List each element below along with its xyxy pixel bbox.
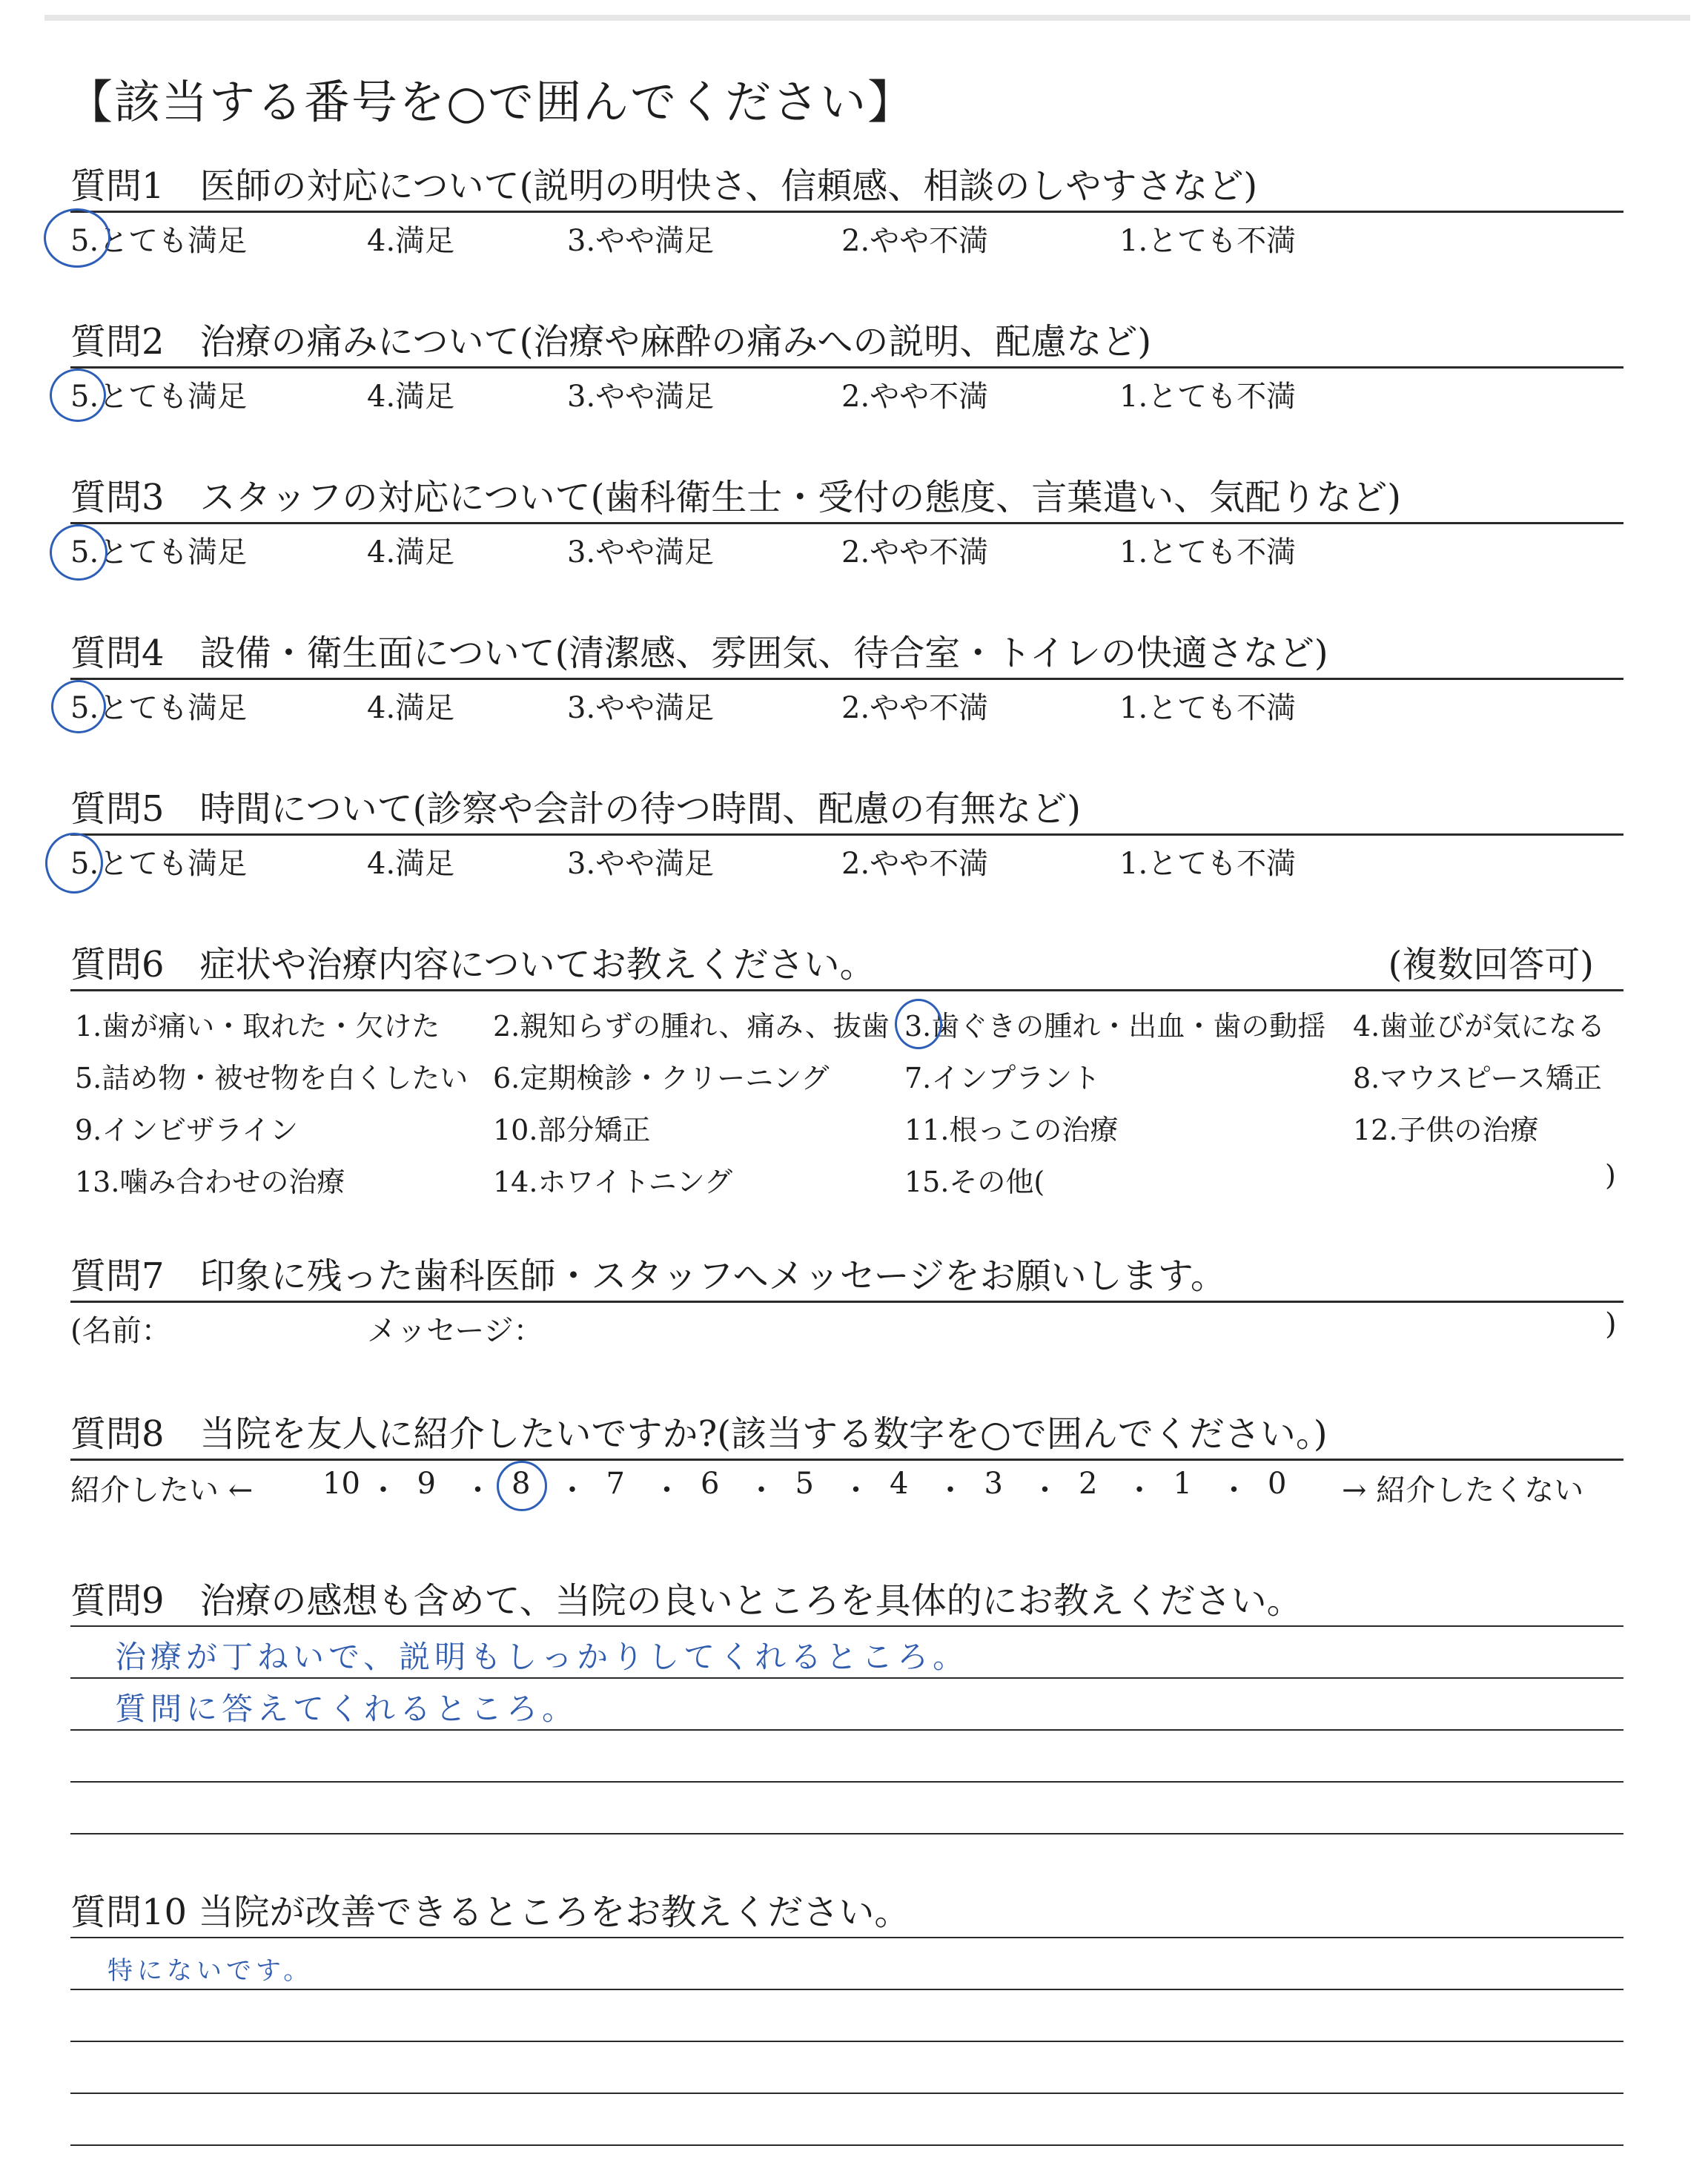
question-10-answer-area[interactable] [70,1937,1623,2159]
option-2[interactable]: 2.やや不満 [841,847,989,881]
option-1[interactable]: 1.とても不満 [1119,224,1297,258]
name-label: (名前： [70,1314,171,1348]
scale-separator: ・ [557,1473,587,1507]
selection-circle [51,680,106,733]
symptom-option[interactable]: 3.歯ぐきの腫れ・出血・歯の動揺 [904,1010,1326,1043]
question-6-title: 質問6 症状や治療内容についてお教えください。 [70,944,875,985]
question-6-options [70,991,1623,1214]
question-1-options [70,213,1623,260]
selection-circle [44,208,110,268]
scale-number[interactable]: 9 [417,1467,436,1501]
question-5-options [70,836,1623,883]
answer-line [70,2041,1623,2042]
option-1[interactable]: 1.とても不満 [1119,691,1297,725]
handwritten-answer: 治療が丁ねいで、説明もしっかりしてくれるところ。 [115,1639,969,1675]
symptom-option-other[interactable]: 15.その他( [904,1166,1045,1198]
answer-line [70,1781,1623,1783]
question-4-options [70,680,1623,727]
question-4 [70,632,1623,727]
scale-separator: ・ [747,1473,776,1507]
form-title: 【該当する番号を○で囲んでください】 [67,75,916,129]
symptom-option[interactable]: 5.詰め物・被せ物を白くしたい [75,1062,469,1094]
selection-circle [50,369,106,422]
scale-number[interactable]: 4 [890,1467,909,1501]
symptom-option[interactable]: 13.噛み合わせの治療 [75,1166,345,1198]
scale-separator: ・ [841,1473,871,1507]
scale-separator: ・ [936,1473,965,1507]
symptom-option[interactable]: 9.インビザライン [75,1114,299,1146]
symptom-option[interactable]: 7.インプラント [904,1062,1101,1094]
option-1[interactable]: 1.とても不満 [1119,847,1297,881]
question-3 [70,476,1623,572]
option-5[interactable]: 5.とても満足 [70,691,248,725]
option-3[interactable]: 3.やや満足 [567,224,715,258]
scale-right-label: → 紹介したくない [1342,1473,1584,1507]
option-2[interactable]: 2.やや不満 [841,535,989,569]
symptom-option[interactable]: 4.歯並びが気になる [1353,1010,1606,1043]
selection-circle [497,1461,547,1511]
option-5[interactable]: 5.とても満足 [70,847,248,881]
scale-left-label: 紹介したい ← [70,1473,254,1507]
option-3[interactable]: 3.やや満足 [567,380,715,414]
symptom-option[interactable]: 14.ホワイトニング [493,1166,733,1198]
symptom-option[interactable]: 10.部分矯正 [493,1114,651,1146]
handwritten-answer: 質問に答えてくれるところ。 [115,1691,578,1727]
question-3-options [70,524,1623,572]
answer-line [70,2144,1623,2146]
answer-line [70,1989,1623,1990]
scale-separator: ・ [1030,1473,1060,1507]
answer-line [70,1937,1623,1938]
option-2[interactable]: 2.やや不満 [841,224,989,258]
answer-line [70,1677,1623,1679]
scale-number[interactable]: 0 [1268,1467,1287,1501]
scale-separator: ・ [1125,1473,1154,1507]
answer-line [70,2093,1623,2094]
question-10-heading: 質問10 当院が改善できるところをお教えください。 [70,1892,910,1933]
option-4[interactable]: 4.満足 [367,380,455,414]
symptom-option[interactable]: 6.定期検診・クリーニング [493,1062,830,1094]
question-1 [70,165,1623,260]
question-7 [70,1255,1623,1347]
symptom-option[interactable]: 11.根っこの治療 [904,1114,1119,1146]
option-1[interactable]: 1.とても不満 [1119,380,1297,414]
option-3[interactable]: 3.やや満足 [567,847,715,881]
question-3-heading: 質問3 スタッフの対応について(歯科衛生士・受付の態度、言葉遣い、気配りなど) [70,477,1402,518]
question-9-heading: 質問9 治療の感想も含めて、当院の良いところを具体的にお教えください。 [70,1580,1302,1622]
question-9-answer-area[interactable] [70,1625,1623,1892]
symptom-option[interactable]: 12.子供の治療 [1353,1114,1539,1146]
option-5[interactable]: 5.とても満足 [70,380,248,414]
question-5 [70,787,1623,883]
answer-line [70,1625,1623,1627]
scale-separator: ・ [463,1473,493,1507]
option-3[interactable]: 3.やや満足 [567,691,715,725]
selection-circle [895,999,942,1049]
question-10 [70,1891,1623,2159]
option-2[interactable]: 2.やや不満 [841,691,989,725]
question-8-heading: 質問8 当院を友人に紹介したいですか?(該当する数字を○で囲んでください。) [70,1413,1328,1455]
scale-number[interactable]: 3 [984,1467,1003,1501]
answer-line [70,1833,1623,1834]
question-7-fields [70,1303,1623,1347]
question-2 [70,320,1623,416]
option-1[interactable]: 1.とても不満 [1119,535,1297,569]
option-2[interactable]: 2.やや不満 [841,380,989,414]
answer-line [70,1729,1623,1731]
option-4[interactable]: 4.満足 [367,535,455,569]
recommend-scale [70,1461,1623,1510]
scale-number[interactable]: 7 [606,1467,625,1501]
option-4[interactable]: 4.満足 [367,691,455,725]
question-1-heading: 質問1 医師の対応について(説明の明快さ、信頼感、相談のしやすさなど) [70,165,1258,207]
scale-number[interactable]: 5 [795,1467,814,1501]
question-9 [70,1579,1623,1892]
scale-separator: ・ [652,1473,682,1507]
option-5[interactable]: 5.とても満足 [70,535,248,569]
question-2-options [70,369,1623,416]
scale-number[interactable]: 8 [512,1467,531,1501]
question-8 [70,1413,1623,1510]
option-5[interactable]: 5.とても満足 [70,224,248,258]
question-7-heading: 質問7 印象に残った歯科医師・スタッフへメッセージをお願いします。 [70,1255,1226,1297]
scale-number[interactable]: 6 [701,1467,720,1501]
symptom-option[interactable]: 1.歯が痛い・取れた・欠けた [75,1010,440,1043]
option-4[interactable]: 4.満足 [367,224,455,258]
handwritten-answer: 特にないです。 [107,1956,314,1986]
question-6-note: (複数回答可) [1388,944,1594,985]
symptom-option[interactable]: 2.親知らずの腫れ、痛み、抜歯 [493,1010,890,1043]
option-4[interactable]: 4.満足 [367,847,455,881]
option-3[interactable]: 3.やや満足 [567,535,715,569]
scale-number[interactable]: 1 [1173,1467,1192,1501]
question-2-heading: 質問2 治療の痛みについて(治療や麻酔の痛みへの説明、配慮など) [70,321,1152,363]
question-6 [70,943,1623,1214]
message-label[interactable]: メッセージ： [367,1314,543,1348]
question-4-heading: 質問4 設備・衛生面について(清潔感、雰囲気、待合室・トイレの快適さなど) [70,633,1328,674]
scale-number[interactable]: 2 [1079,1467,1098,1501]
question-5-heading: 質問5 時間について(診察や会計の待つ時間、配慮の有無など) [70,788,1082,830]
symptom-option[interactable]: 8.マウスピース矯正 [1353,1062,1602,1094]
selection-circle [50,524,107,581]
scale-separator: ・ [368,1473,398,1507]
scan-top-edge [44,15,1690,21]
scale-separator: ・ [1219,1473,1249,1507]
selection-circle [45,833,103,894]
close-paren: ) [1605,1307,1617,1341]
scale-number[interactable]: 10 [322,1467,360,1501]
question-6-heading [70,943,1623,989]
other-close-paren: ) [1605,1159,1616,1192]
